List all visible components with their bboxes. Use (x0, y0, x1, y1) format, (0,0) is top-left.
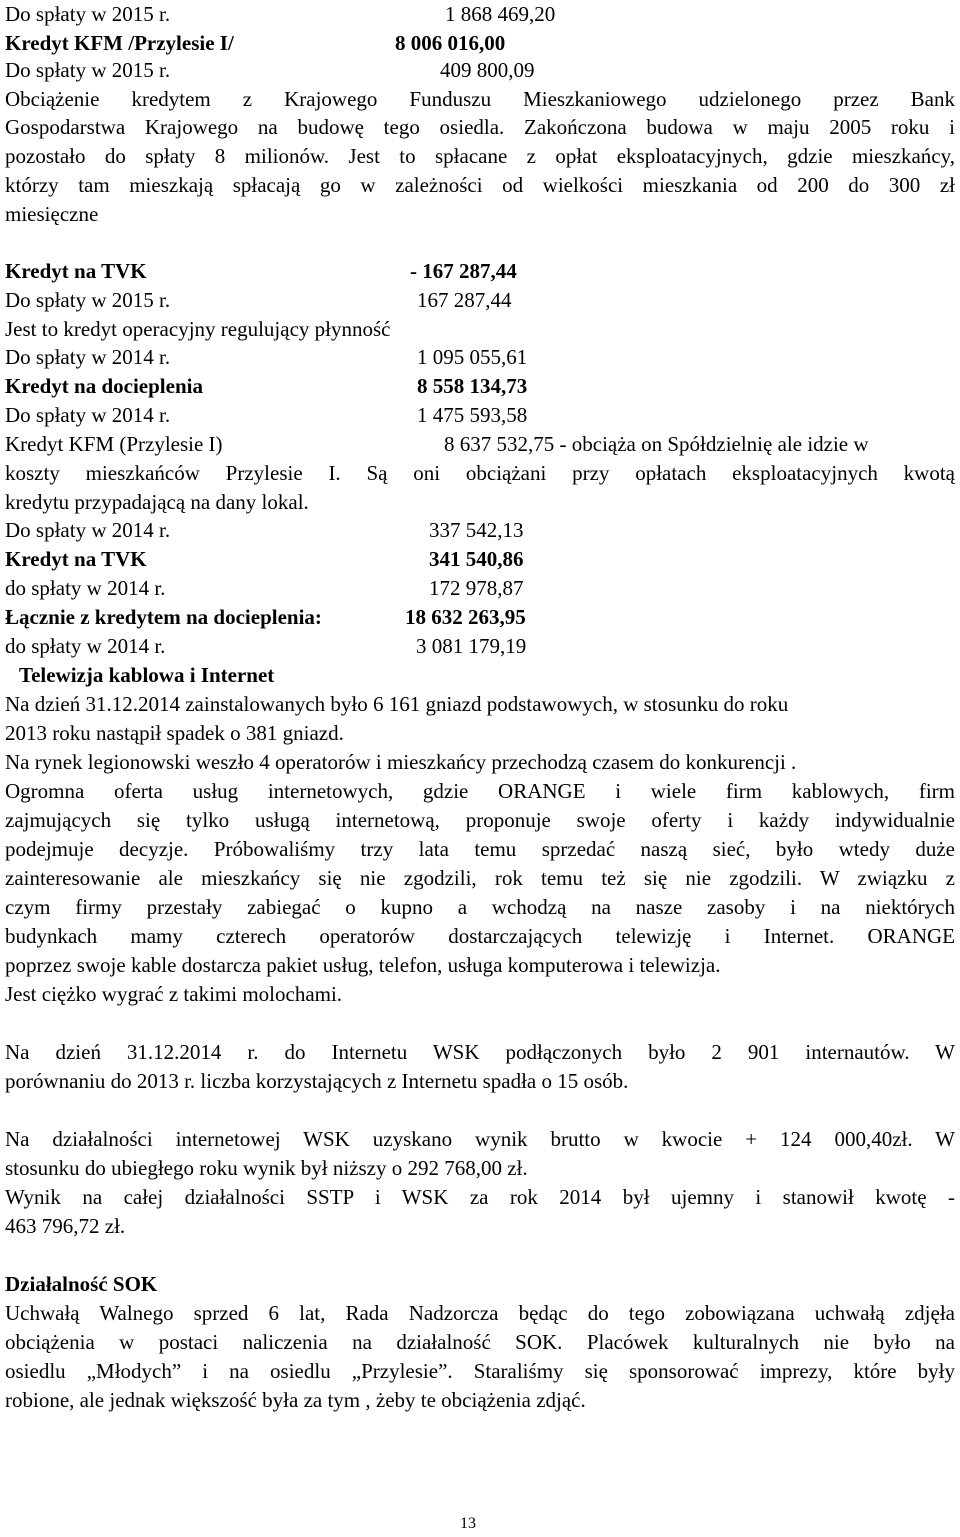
loan-row (5, 401, 528, 430)
paragraph-line: podejmuje decyzje. Próbowaliśmy trzy lata temu sprzedać naszą sieć, było wtedy duże (5, 837, 955, 861)
loan-row (5, 286, 512, 315)
loan-label: Łącznie z kredytem na docieplenia: (5, 605, 322, 629)
loan-value: 8 558 134,73 (417, 374, 528, 398)
paragraph-line: koszty mieszkańców Przylesie I. Są oni obciążani przy opłatach eksploatacyjnych kwotą (5, 461, 955, 485)
loan-label: Kredyt na TVK (5, 547, 147, 571)
loan-value: 1 095 055,61 (417, 345, 528, 369)
paragraph-line: 463 796,72 zł. (5, 1214, 126, 1238)
paragraph-line: zajmujących się tylko usługą internetową, proponuje swoje oferty i każdy indywidualnie (5, 808, 955, 832)
loan-row (5, 603, 526, 632)
paragraph-line: robione, ale jednak większość była za tym , żeby te obciążenia zdjąć. (5, 1388, 586, 1412)
paragraph-line: pozostało do spłaty 8 milionów. Jest to spłacane z opłat eksploatacyjnych, gdzie mieszkańcy, (5, 144, 955, 168)
loan-label: Do spłaty w 2014 r. (5, 403, 171, 427)
loan-label: Do spłaty w 2015 r. (5, 2, 171, 26)
loan-label: Do spłaty w 2014 r. (5, 518, 171, 542)
paragraph-line: stosunku do ubiegłego roku wynik był niższy o 292 768,00 zł. (5, 1156, 528, 1180)
loan-row (5, 372, 528, 401)
loan-row (5, 257, 517, 286)
paragraph-line: czym firmy przestały zabiegać o kupno a wchodzą na nasze zasoby i na niektórych (5, 895, 955, 919)
page-number: 13 (460, 1515, 476, 1532)
loan-label: Do spłaty w 2015 r. (5, 288, 171, 312)
loan-value: 8 637 532,75 - obciąża on Spółdzielnię ale idzie w (444, 432, 869, 456)
paragraph-line: poprzez swoje kable dostarcza pakiet usług, telefon, usługa komputerowa i telewizja. (5, 953, 721, 977)
paragraph-line: miesięczne (5, 202, 99, 226)
loan-label: Do spłaty w 2015 r. (5, 58, 171, 82)
loan-value: 172 978,87 (429, 576, 524, 600)
loan-value: - 167 287,44 (410, 259, 517, 283)
loan-value: 1 475 593,58 (417, 403, 528, 427)
loan-value: 8 006 016,00 (395, 31, 506, 55)
loan-value: 409 800,09 (440, 58, 535, 82)
loan-row (5, 343, 528, 372)
paragraph-line: Na dzień 31.12.2014 r. do Internetu WSK podłączonych było 2 901 internautów. W (5, 1040, 955, 1064)
loan-label: Kredyt KFM /Przylesie I/ (5, 31, 234, 55)
loan-row (5, 545, 524, 574)
loan-row (5, 29, 506, 58)
loan-label: Kredyt na docieplenia (5, 374, 203, 398)
note-line: Jest to kredyt operacyjny regulujący płynność (5, 317, 391, 341)
paragraph-line: budynkach mamy czterech operatorów dostarczających telewizję i Internet. ORANGE (5, 924, 955, 948)
loan-row (5, 632, 527, 661)
loan-label: Kredyt na TVK (5, 259, 147, 283)
paragraph-line: Na dzień 31.12.2014 zainstalowanych było 6 161 gniazd podstawowych, w stosunku do roku (5, 692, 789, 716)
paragraph-line: Uchwałą Walnego sprzed 6 lat, Rada Nadzorcza będąc do tego zobowiązana uchwałą zdjęła (5, 1301, 955, 1325)
loan-value: 18 632 263,95 (405, 605, 526, 629)
loan-row (5, 430, 869, 459)
loan-label: Do spłaty w 2014 r. (5, 345, 171, 369)
section-heading: Telewizja kablowa i Internet (19, 663, 275, 687)
loan-label: do spłaty w 2014 r. (5, 634, 166, 658)
paragraph-line: Gospodarstwa Krajowego na budowę tego osiedla. Zakończona budowa w maju 2005 roku i (5, 115, 955, 139)
loan-value: 1 868 469,20 (445, 2, 556, 26)
loan-value: 3 081 179,19 (416, 634, 527, 658)
loan-label: do spłaty w 2014 r. (5, 576, 166, 600)
loan-value: 337 542,13 (429, 518, 524, 542)
paragraph-line: kredytu przypadającą na dany lokal. (5, 490, 309, 514)
paragraph-line: osiedlu „Młodych” i na osiedlu „Przylesie”. Staraliśmy się sponsorować imprezy, które były (5, 1359, 955, 1383)
paragraph-line: porównaniu do 2013 r. liczba korzystających z Internetu spadła o 15 osób. (5, 1069, 629, 1093)
paragraph-line: którzy tam mieszkają spłacają go w zależności od wielkości mieszkania od 200 do 300 zł (5, 173, 955, 197)
section-heading: Działalność SOK (5, 1272, 158, 1296)
paragraph-line: Na działalności internetowej WSK uzyskano wynik brutto w kwocie + 124 000,40zł. W (5, 1127, 955, 1151)
loan-row (5, 0, 556, 29)
paragraph-line: zainteresowanie ale mieszkańcy się nie zgodzili, rok temu też się nie zgodzili. W związku z (5, 866, 955, 890)
paragraph-line: obciążenia w postaci naliczenia na działalność SOK. Placówek kulturalnych nie było na (5, 1330, 955, 1354)
loan-label: Kredyt KFM (Przylesie I) (5, 432, 223, 456)
loan-row (5, 56, 535, 85)
paragraph-line: Ogromna oferta usług internetowych, gdzie ORANGE i wiele firm kablowych, firm (5, 779, 955, 803)
paragraph-line: Jest ciężko wygrać z takimi molochami. (5, 982, 343, 1006)
paragraph-line: Wynik na całej działalności SSTP i WSK za rok 2014 był ujemny i stanowił kwotę - (5, 1185, 955, 1209)
loan-value: 341 540,86 (429, 547, 524, 571)
paragraph-line: Obciążenie kredytem z Krajowego Funduszu Mieszkaniowego udzielonego przez Bank (5, 87, 955, 111)
loan-value: 167 287,44 (417, 288, 512, 312)
paragraph-line: 2013 roku nastąpił spadek o 381 gniazd. (5, 721, 344, 745)
paragraph-line: Na rynek legionowski weszło 4 operatorów i mieszkańcy przechodzą czasem do konkurencji . (5, 750, 797, 774)
loan-row (5, 516, 524, 545)
loan-row (5, 574, 524, 603)
